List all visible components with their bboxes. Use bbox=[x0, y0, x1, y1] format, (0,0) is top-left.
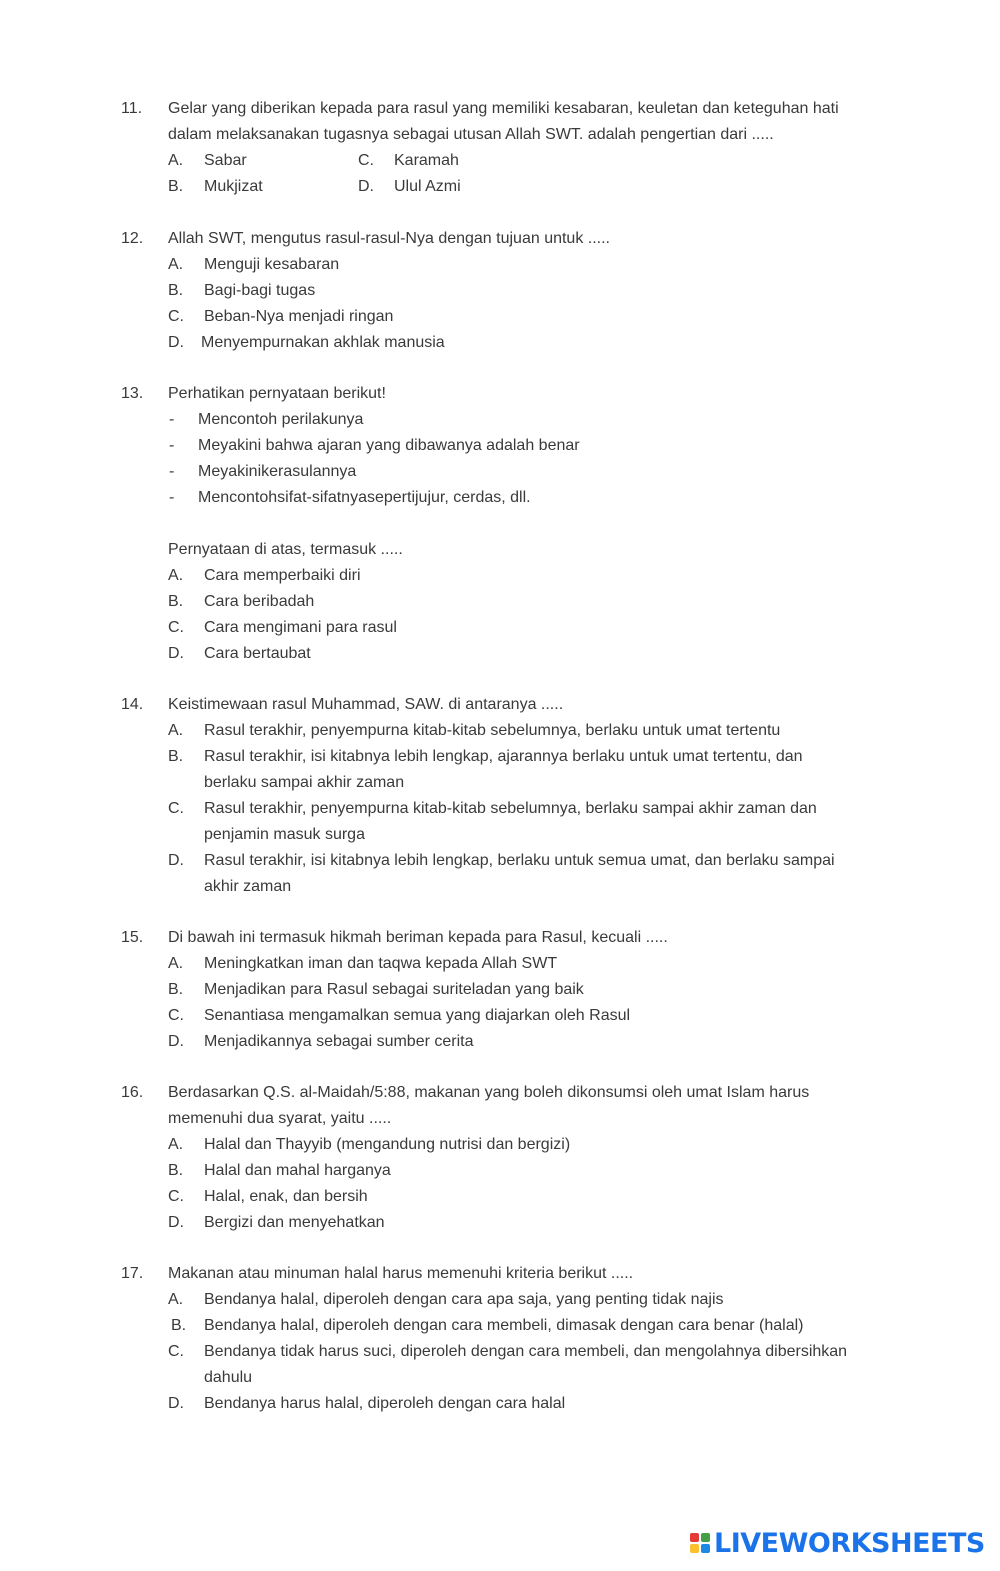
option-text: Bendanya tidak harus suci, diperoleh dengan cara membeli, dan mengolahnya dibersihkan bbox=[204, 1343, 848, 1360]
option-text: Menjadikannya sebagai sumber cerita bbox=[204, 1033, 474, 1050]
option-text: Menjadikan para Rasul sebagai suriteladan yang baik bbox=[204, 981, 584, 998]
option-label: D. bbox=[168, 852, 184, 869]
option-label: A. bbox=[168, 567, 184, 584]
option-text: Rasul terakhir, penyempurna kitab-kitab sebelumnya, berlaku sampai akhir zaman dan bbox=[204, 800, 817, 817]
question-stem: Gelar yang diberikan kepada para rasul yang memiliki kesabaran, keuletan dan keteguhan hati bbox=[168, 100, 839, 117]
bullet-text: Meyakini bahwa ajaran yang dibawanya adalah benar bbox=[198, 437, 580, 454]
option-label: C. bbox=[168, 308, 184, 325]
question-number: 15. bbox=[121, 929, 144, 946]
option-text: Cara mengimani para rasul bbox=[204, 619, 397, 636]
logo-square-red bbox=[690, 1533, 699, 1542]
option-text: dahulu bbox=[204, 1369, 253, 1386]
logo-square-green bbox=[701, 1533, 710, 1542]
question-number: 17. bbox=[121, 1265, 144, 1282]
option-text: Menguji kesabaran bbox=[204, 256, 340, 273]
question-stem: Di bawah ini termasuk hikmah beriman kepada para Rasul, kecuali ..... bbox=[168, 929, 668, 946]
logo-square-blue bbox=[701, 1544, 710, 1553]
liveworksheets-logo bbox=[690, 1527, 990, 1559]
bullet-dash: - bbox=[169, 437, 175, 454]
option-text: Bendanya halal, diperoleh dengan cara apa saja, yang penting tidak najis bbox=[204, 1291, 724, 1308]
bullet-dash: - bbox=[169, 463, 175, 480]
bullet-text: Mencontoh perilakunya bbox=[198, 411, 364, 428]
option-text: Rasul terakhir, isi kitabnya lebih lengkap, ajarannya berlaku untuk umat tertentu, dan bbox=[204, 748, 803, 765]
option-label: A. bbox=[168, 256, 184, 273]
option-text: Menyempurnakan akhlak manusia bbox=[201, 334, 445, 351]
option-label: B. bbox=[168, 748, 184, 765]
liveworksheets-logo-icon bbox=[690, 1533, 710, 1553]
option-label: C. bbox=[168, 1188, 184, 1205]
question-number: 12. bbox=[121, 230, 144, 247]
option-label: C. bbox=[358, 152, 374, 169]
option-label: A. bbox=[168, 1291, 184, 1308]
question-number: 11. bbox=[121, 100, 143, 117]
option-text: Senantiasa mengamalkan semua yang diajarkan oleh Rasul bbox=[204, 1007, 631, 1024]
question-stem: Berdasarkan Q.S. al-Maidah/5:88, makanan yang boleh dikonsumsi oleh umat Islam harus bbox=[168, 1084, 810, 1101]
option-label: B. bbox=[168, 1162, 184, 1179]
question-stem: Keistimewaan rasul Muhammad, SAW. di antaranya ..... bbox=[168, 696, 564, 713]
option-text: penjamin masuk surga bbox=[204, 826, 365, 843]
option-label: A. bbox=[168, 152, 184, 169]
option-text: Rasul terakhir, penyempurna kitab-kitab sebelumnya, berlaku untuk umat tertentu bbox=[204, 722, 781, 739]
option-label: D. bbox=[168, 1395, 184, 1412]
option-label: A. bbox=[168, 1136, 184, 1153]
option-text: Bendanya halal, diperoleh dengan cara membeli, dimasak dengan cara benar (halal) bbox=[204, 1317, 804, 1334]
bullet-text: Meyakinikerasulannya bbox=[198, 463, 357, 480]
option-text: akhir zaman bbox=[204, 878, 292, 895]
option-text: Karamah bbox=[394, 152, 459, 169]
option-label: C. bbox=[168, 1007, 184, 1024]
option-label: D. bbox=[168, 1033, 184, 1050]
question-prompt: Pernyataan di atas, termasuk ..... bbox=[168, 541, 403, 558]
option-label: B. bbox=[171, 1317, 187, 1334]
option-text: Halal dan Thayyib (mengandung nutrisi dan bergizi) bbox=[204, 1136, 571, 1153]
option-text: Rasul terakhir, isi kitabnya lebih lengkap, berlaku untuk semua umat, dan berlaku sampai bbox=[204, 852, 835, 869]
option-label: C. bbox=[168, 800, 184, 817]
option-text: Halal dan mahal harganya bbox=[204, 1162, 391, 1179]
question-number: 14. bbox=[121, 696, 144, 713]
question-stem: Perhatikan pernyataan berikut! bbox=[168, 385, 386, 402]
option-label: B. bbox=[168, 981, 184, 998]
option-text: berlaku sampai akhir zaman bbox=[204, 774, 405, 791]
bullet-dash: - bbox=[169, 411, 175, 428]
option-label: C. bbox=[168, 619, 184, 636]
logo-square-yellow bbox=[690, 1544, 699, 1553]
option-text: Bergizi dan menyehatkan bbox=[204, 1214, 385, 1231]
option-text: Ulul Azmi bbox=[394, 178, 461, 195]
option-text: Bagi-bagi tugas bbox=[204, 282, 316, 299]
option-label: D. bbox=[168, 645, 184, 662]
option-text: Sabar bbox=[204, 152, 247, 169]
question-number: 13. bbox=[121, 385, 144, 402]
option-label: C. bbox=[168, 1343, 184, 1360]
option-label: D. bbox=[168, 334, 184, 351]
option-text: Mukjizat bbox=[204, 178, 263, 195]
option-text: Meningkatkan iman dan taqwa kepada Allah SWT bbox=[204, 955, 558, 972]
question-stem: dalam melaksanakan tugasnya sebagai utusan Allah SWT. adalah pengertian dari ..... bbox=[168, 126, 774, 143]
bullet-text: Mencontohsifat-sifatnyasepertijujur, cerdas, dll. bbox=[198, 489, 531, 506]
option-label: B. bbox=[168, 282, 184, 299]
question-stem: Makanan atau minuman halal harus memenuhi kriteria berikut ..... bbox=[168, 1265, 634, 1282]
option-label: D. bbox=[358, 178, 374, 195]
option-text: Halal, enak, dan bersih bbox=[204, 1188, 368, 1205]
option-text: Cara bertaubat bbox=[204, 645, 311, 662]
question-number: 16. bbox=[121, 1084, 144, 1101]
option-label: B. bbox=[168, 593, 184, 610]
option-text: Cara beribadah bbox=[204, 593, 315, 610]
option-text: Beban-Nya menjadi ringan bbox=[204, 308, 394, 325]
liveworksheets-logo-text: LIVEWORKSHEETS bbox=[714, 1527, 985, 1559]
option-label: A. bbox=[168, 955, 184, 972]
option-text: Bendanya harus halal, diperoleh dengan cara halal bbox=[204, 1395, 566, 1412]
option-text: Cara memperbaiki diri bbox=[204, 567, 361, 584]
option-label: A. bbox=[168, 722, 184, 739]
option-label: B. bbox=[168, 178, 184, 195]
question-stem: Allah SWT, mengutus rasul-rasul-Nya dengan tujuan untuk ..... bbox=[168, 230, 610, 247]
question-stem: memenuhi dua syarat, yaitu ..... bbox=[168, 1110, 392, 1127]
bullet-dash: - bbox=[169, 489, 175, 506]
option-label: D. bbox=[168, 1214, 184, 1231]
